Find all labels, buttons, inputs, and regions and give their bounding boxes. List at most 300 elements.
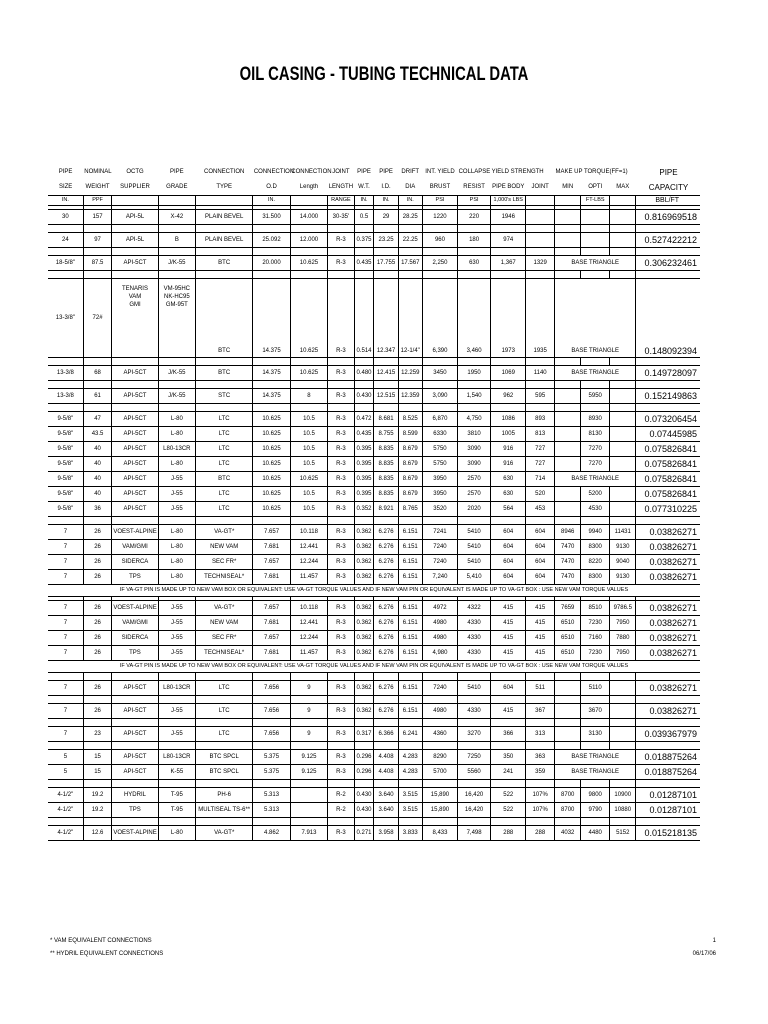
table-cell: 5.375 <box>253 750 290 765</box>
spacer-cell <box>554 248 580 256</box>
spacer-cell <box>491 225 526 233</box>
torque-note-row <box>48 661 700 673</box>
table-row <box>48 570 700 585</box>
spacer-cell <box>458 271 491 279</box>
table-cell: 0.352 <box>354 502 374 517</box>
spacer-cell <box>354 719 374 727</box>
spacer-cell <box>491 381 526 389</box>
table-cell: 0.362 <box>354 570 374 585</box>
table-cell: 7 <box>48 681 83 696</box>
spacer-cell <box>458 381 491 389</box>
table-cell: 16,420 <box>458 803 491 818</box>
table-cell: 7240 <box>422 681 457 696</box>
table-cell: VOEST-ALPINE <box>112 826 158 841</box>
table-cell: 1973 <box>491 279 526 358</box>
table-cell: R-3 <box>328 389 354 404</box>
table-cell: 47 <box>83 412 112 427</box>
table-row <box>48 256 700 271</box>
torque-base-triangle: BASE TRIANGLE <box>554 256 635 271</box>
spacer-cell <box>328 248 354 256</box>
spacer-cell <box>491 673 526 681</box>
spacer-cell <box>458 225 491 233</box>
table-row <box>48 555 700 570</box>
spacer-cell <box>458 358 491 366</box>
table-cell: 0.480 <box>354 366 374 381</box>
table-cell: 0.362 <box>354 616 374 631</box>
spacer-cell <box>526 404 555 412</box>
spacer-cell <box>610 673 636 681</box>
table-cell: 3130 <box>581 727 610 742</box>
spacer-row <box>48 517 700 525</box>
table-cell: 0.03826271 <box>636 646 700 661</box>
header-cell: IN. <box>374 196 398 206</box>
table-cell: 714 <box>526 472 555 487</box>
table-cell: 8700 <box>554 803 580 818</box>
table-cell: 5410 <box>458 540 491 555</box>
table-cell: 9790 <box>581 803 610 818</box>
table-cell: HYDRIL <box>112 788 158 803</box>
table-cell: 5.375 <box>253 765 290 780</box>
table-cell: 7230 <box>581 616 610 631</box>
table-cell <box>290 803 327 818</box>
header-cell: TYPE <box>216 184 233 190</box>
table-row <box>48 279 700 358</box>
table-cell: 8700 <box>554 788 580 803</box>
header-cell: PIPE <box>659 168 678 177</box>
table-cell: 0.527422212 <box>636 233 700 248</box>
spacer-cell <box>422 381 457 389</box>
table-cell: R-3 <box>328 279 354 358</box>
table-cell: 6.276 <box>374 616 398 631</box>
spacer-cell <box>610 818 636 826</box>
table-cell: J-55 <box>158 601 195 616</box>
table-cell: 10.625 <box>290 256 327 271</box>
table-cell: 8.679 <box>398 487 422 502</box>
table-row <box>48 727 700 742</box>
spacer-cell <box>610 719 636 727</box>
table-cell: 9-5/8" <box>48 427 83 442</box>
spacer-cell <box>290 818 327 826</box>
table-cell: 10.625 <box>253 427 290 442</box>
table-cell: 10.625 <box>253 487 290 502</box>
table-cell: MULTISEAL TS-6** <box>196 803 253 818</box>
table-cell: 7 <box>48 704 83 719</box>
table-cell: 1,367 <box>491 256 526 271</box>
spacer-cell <box>581 517 610 525</box>
table-cell: 415 <box>491 704 526 719</box>
table-cell: 4972 <box>422 601 457 616</box>
table-cell: 9940 <box>581 525 610 540</box>
spacer-cell <box>290 742 327 750</box>
header-cell: O.D <box>266 184 277 190</box>
spacer-cell <box>354 248 374 256</box>
spacer-cell <box>636 404 700 412</box>
table-cell: 7 <box>48 631 83 646</box>
table-cell: K-55 <box>158 765 195 780</box>
spacer-cell <box>253 271 290 279</box>
table-cell: 0.514 <box>354 279 374 358</box>
spacer-cell <box>83 381 112 389</box>
spacer-cell <box>491 517 526 525</box>
spacer-cell <box>48 225 83 233</box>
table-cell: LTC <box>196 427 253 442</box>
spacer-cell <box>112 381 158 389</box>
table-cell: 12.515 <box>374 389 398 404</box>
spacer-cell <box>112 673 158 681</box>
table-cell: 0.435 <box>354 427 374 442</box>
table-cell: 727 <box>526 457 555 472</box>
table-cell: T-95 <box>158 803 195 818</box>
spacer-cell <box>422 358 457 366</box>
table-cell: 10.118 <box>290 525 327 540</box>
table-cell: 7.657 <box>253 631 290 646</box>
table-cell: J/K-55 <box>158 256 195 271</box>
spacer-cell <box>253 358 290 366</box>
table-cell: 6.151 <box>398 525 422 540</box>
table-cell: 1069 <box>491 366 526 381</box>
header-cell: CONNECTION <box>253 169 295 175</box>
table-cell: 0.362 <box>354 540 374 555</box>
table-cell: 4530 <box>581 502 610 517</box>
table-cell: 0.395 <box>354 442 374 457</box>
table-row <box>48 646 700 661</box>
spacer-cell <box>83 818 112 826</box>
table-row <box>48 487 700 502</box>
spacer-cell <box>158 225 195 233</box>
table-cell: 0.362 <box>354 555 374 570</box>
table-cell: 12.441 <box>290 540 327 555</box>
header-cell: W.T. <box>358 184 370 190</box>
header-cell <box>196 196 253 206</box>
table-cell: R-3 <box>328 631 354 646</box>
spacer-cell <box>196 818 253 826</box>
table-cell: 8510 <box>581 601 610 616</box>
table-cell: 23.25 <box>374 233 398 248</box>
table-cell: TPS <box>112 570 158 585</box>
spacer-cell <box>158 742 195 750</box>
header-cell: SIZE <box>58 184 73 190</box>
table-cell: 4.862 <box>253 826 290 841</box>
spacer-cell <box>48 358 83 366</box>
table-cell: J-55 <box>158 502 195 517</box>
table-cell: 8,433 <box>422 826 457 841</box>
spacer-cell <box>253 381 290 389</box>
table-cell: 19.2 <box>83 788 112 803</box>
table-cell: 0.271 <box>354 826 374 841</box>
table-cell: 8.681 <box>374 412 398 427</box>
spacer-cell <box>374 517 398 525</box>
table-cell: 14.375 <box>253 279 290 358</box>
spacer-cell <box>422 248 457 256</box>
table-cell: 6.276 <box>374 646 398 661</box>
table-cell: 367 <box>526 704 555 719</box>
spacer-cell <box>554 719 580 727</box>
table-cell: 4.408 <box>374 750 398 765</box>
spacer-cell <box>354 673 374 681</box>
table-cell: 26 <box>83 540 112 555</box>
table-cell: PLAIN BEVEL <box>196 233 253 248</box>
table-cell <box>290 788 327 803</box>
table-cell: 20.000 <box>253 256 290 271</box>
table-cell: 604 <box>526 555 555 570</box>
spacer-cell <box>458 517 491 525</box>
table-cell: R-3 <box>328 704 354 719</box>
table-cell: 0.07445985 <box>636 427 700 442</box>
table-cell: 415 <box>526 616 555 631</box>
table-cell: NEW VAM <box>196 616 253 631</box>
spacer-cell <box>554 696 580 704</box>
spacer-cell <box>581 404 610 412</box>
table-cell: 8.679 <box>398 457 422 472</box>
table-cell: 12.441 <box>290 616 327 631</box>
table-cell: 0.362 <box>354 704 374 719</box>
header-cell: MAX <box>616 184 630 190</box>
spacer-cell <box>636 271 700 279</box>
spacer-cell <box>196 381 253 389</box>
header-cell: PSI <box>458 196 491 206</box>
table-cell: SIDERCA <box>112 555 158 570</box>
spacer-cell <box>422 673 457 681</box>
spacer-cell <box>328 271 354 279</box>
spacer-cell <box>458 404 491 412</box>
table-cell: 68 <box>83 366 112 381</box>
table-cell <box>526 210 555 225</box>
table-cell: 1950 <box>458 366 491 381</box>
table-cell: 6.276 <box>374 631 398 646</box>
table-cell <box>610 427 636 442</box>
table-cell: 0.152149863 <box>636 389 700 404</box>
table-cell: 9.125 <box>290 765 327 780</box>
header-cell: CAPACITY <box>648 183 689 192</box>
spacer-cell <box>526 381 555 389</box>
spacer-cell <box>253 517 290 525</box>
table-cell: LTC <box>196 681 253 696</box>
table-row <box>48 472 700 487</box>
table-cell: L-80 <box>158 525 195 540</box>
spacer-cell <box>554 271 580 279</box>
table-cell <box>610 210 636 225</box>
table-cell: 1005 <box>491 427 526 442</box>
spacer-cell <box>112 818 158 826</box>
table-cell: 8300 <box>581 540 610 555</box>
table-cell: 6.151 <box>398 540 422 555</box>
table-cell: 0.03826271 <box>636 601 700 616</box>
table-cell: 960 <box>422 233 457 248</box>
spacer-cell <box>83 404 112 412</box>
table-cell: 10.625 <box>290 279 327 358</box>
spacer-cell <box>458 696 491 704</box>
table-cell: 5410 <box>458 681 491 696</box>
table-cell: 6510 <box>554 631 580 646</box>
spacer-cell <box>374 696 398 704</box>
table-cell: 4,980 <box>422 646 457 661</box>
table-cell: 11.457 <box>290 570 327 585</box>
table-cell: R-3 <box>328 750 354 765</box>
table-cell: 4980 <box>422 631 457 646</box>
table-cell: 7,498 <box>458 826 491 841</box>
table-cell: 604 <box>491 525 526 540</box>
table-cell: 5.313 <box>253 788 290 803</box>
table-cell: 0.816969518 <box>636 210 700 225</box>
table-cell: 12.6 <box>83 826 112 841</box>
table-cell: 36 <box>83 502 112 517</box>
table-cell: 4,750 <box>458 412 491 427</box>
table-cell: 17.755 <box>374 256 398 271</box>
table-cell: 14.000 <box>290 210 327 225</box>
table-cell: 9-5/8" <box>48 457 83 472</box>
table-cell: 8946 <box>554 525 580 540</box>
table-cell: 6.151 <box>398 681 422 696</box>
spacer-cell <box>422 719 457 727</box>
spacer-cell <box>253 742 290 750</box>
spacer-cell <box>610 742 636 750</box>
spacer-row <box>48 719 700 727</box>
table-cell <box>610 681 636 696</box>
spacer-cell <box>158 780 195 788</box>
table-cell: API-5CT <box>112 412 158 427</box>
table-cell: R-3 <box>328 457 354 472</box>
table-cell: 4-1/2" <box>48 803 83 818</box>
table-cell: 97 <box>83 233 112 248</box>
spacer-cell <box>253 673 290 681</box>
table-cell: 0.018875264 <box>636 750 700 765</box>
footnote-hydril: ** HYDRIL EQUIVALENT CONNECTIONS <box>50 951 164 957</box>
spacer-cell <box>196 225 253 233</box>
table-cell: 8.835 <box>374 442 398 457</box>
table-cell: 8220 <box>581 555 610 570</box>
table-row <box>48 631 700 646</box>
table-cell: 4980 <box>422 704 457 719</box>
spacer-cell <box>158 404 195 412</box>
table-cell: 12.415 <box>374 366 398 381</box>
spacer-cell <box>83 780 112 788</box>
spacer-row <box>48 780 700 788</box>
spacer-cell <box>491 818 526 826</box>
table-cell: 10.5 <box>290 412 327 427</box>
table-row <box>48 457 700 472</box>
table-cell: 9-5/8" <box>48 502 83 517</box>
table-cell: 6.276 <box>374 601 398 616</box>
table-cell: R-3 <box>328 570 354 585</box>
spacer-cell <box>581 271 610 279</box>
table-cell: 7.681 <box>253 616 290 631</box>
header-cell: FT-LBS <box>581 196 610 206</box>
table-cell: 7659 <box>554 601 580 616</box>
spacer-cell <box>328 780 354 788</box>
header-cell: IN. <box>253 196 290 206</box>
table-cell: 241 <box>491 765 526 780</box>
page-number: 1 <box>712 938 716 944</box>
spacer-cell <box>328 696 354 704</box>
header-cell: IN. <box>48 196 83 206</box>
table-cell: 6.276 <box>374 704 398 719</box>
spacer-cell <box>290 225 327 233</box>
header-cell: PPF <box>83 196 112 206</box>
table-row <box>48 389 700 404</box>
table-cell: 0.5 <box>354 210 374 225</box>
table-cell: 0.362 <box>354 646 374 661</box>
spacer-row <box>48 673 700 681</box>
table-cell: 0.075826841 <box>636 472 700 487</box>
table-cell: 7470 <box>554 540 580 555</box>
table-cell <box>554 457 580 472</box>
spacer-cell <box>83 742 112 750</box>
table-cell: 6.276 <box>374 540 398 555</box>
spacer-cell <box>196 742 253 750</box>
table-cell: 9 <box>290 727 327 742</box>
table-cell: TECHNISEAL* <box>196 570 253 585</box>
spacer-cell <box>581 780 610 788</box>
spacer-cell <box>196 358 253 366</box>
table-cell: 14.375 <box>253 366 290 381</box>
table-cell: 10880 <box>610 803 636 818</box>
table-cell: 9-5/8" <box>48 472 83 487</box>
table-cell: 0.148092394 <box>636 279 700 358</box>
table-cell: 5110 <box>581 681 610 696</box>
spacer-cell <box>328 719 354 727</box>
table-cell: API-5CT <box>112 457 158 472</box>
table-cell <box>554 681 580 696</box>
spacer-cell <box>526 225 555 233</box>
spacer-cell <box>491 719 526 727</box>
spacer-cell <box>253 818 290 826</box>
table-cell: 6.151 <box>398 570 422 585</box>
table-cell: 6.151 <box>398 616 422 631</box>
table-cell: 3.515 <box>398 803 422 818</box>
table-cell: 7 <box>48 570 83 585</box>
table-cell: 916 <box>491 442 526 457</box>
document-date: 06/17/06 <box>692 951 716 957</box>
table-cell: 5410 <box>458 555 491 570</box>
spacer-cell <box>554 404 580 412</box>
table-cell: 6,390 <box>422 279 457 358</box>
table-cell: 7.656 <box>253 727 290 742</box>
table-cell: 522 <box>491 788 526 803</box>
technical-data-table <box>48 165 700 841</box>
table-cell: 5560 <box>458 765 491 780</box>
table-cell: 22.25 <box>398 233 422 248</box>
header-row <box>48 165 700 180</box>
spacer-cell <box>610 381 636 389</box>
table-cell: 12.359 <box>398 389 422 404</box>
spacer-cell <box>398 673 422 681</box>
spacer-cell <box>196 719 253 727</box>
table-cell: L-80 <box>158 457 195 472</box>
table-cell <box>526 233 555 248</box>
spacer-cell <box>526 248 555 256</box>
table-cell: 595 <box>526 389 555 404</box>
table-cell: BTC SPCL <box>196 765 253 780</box>
table-cell: R-3 <box>328 681 354 696</box>
table-cell: 0.03826271 <box>636 704 700 719</box>
table-cell: TPS <box>112 803 158 818</box>
spacer-cell <box>398 248 422 256</box>
table-cell: 12-1/4" <box>398 279 422 358</box>
table-cell: 7 <box>48 727 83 742</box>
table-cell: 10.5 <box>290 502 327 517</box>
spacer-cell <box>398 780 422 788</box>
spacer-cell <box>253 780 290 788</box>
spacer-cell <box>581 381 610 389</box>
table-cell: 3,460 <box>458 279 491 358</box>
spacer-cell <box>636 696 700 704</box>
table-cell: 9-5/8" <box>48 412 83 427</box>
table-cell: 31.500 <box>253 210 290 225</box>
spacer-cell <box>158 358 195 366</box>
table-cell: 415 <box>526 601 555 616</box>
table-cell: 6.366 <box>374 727 398 742</box>
table-cell: 630 <box>491 472 526 487</box>
